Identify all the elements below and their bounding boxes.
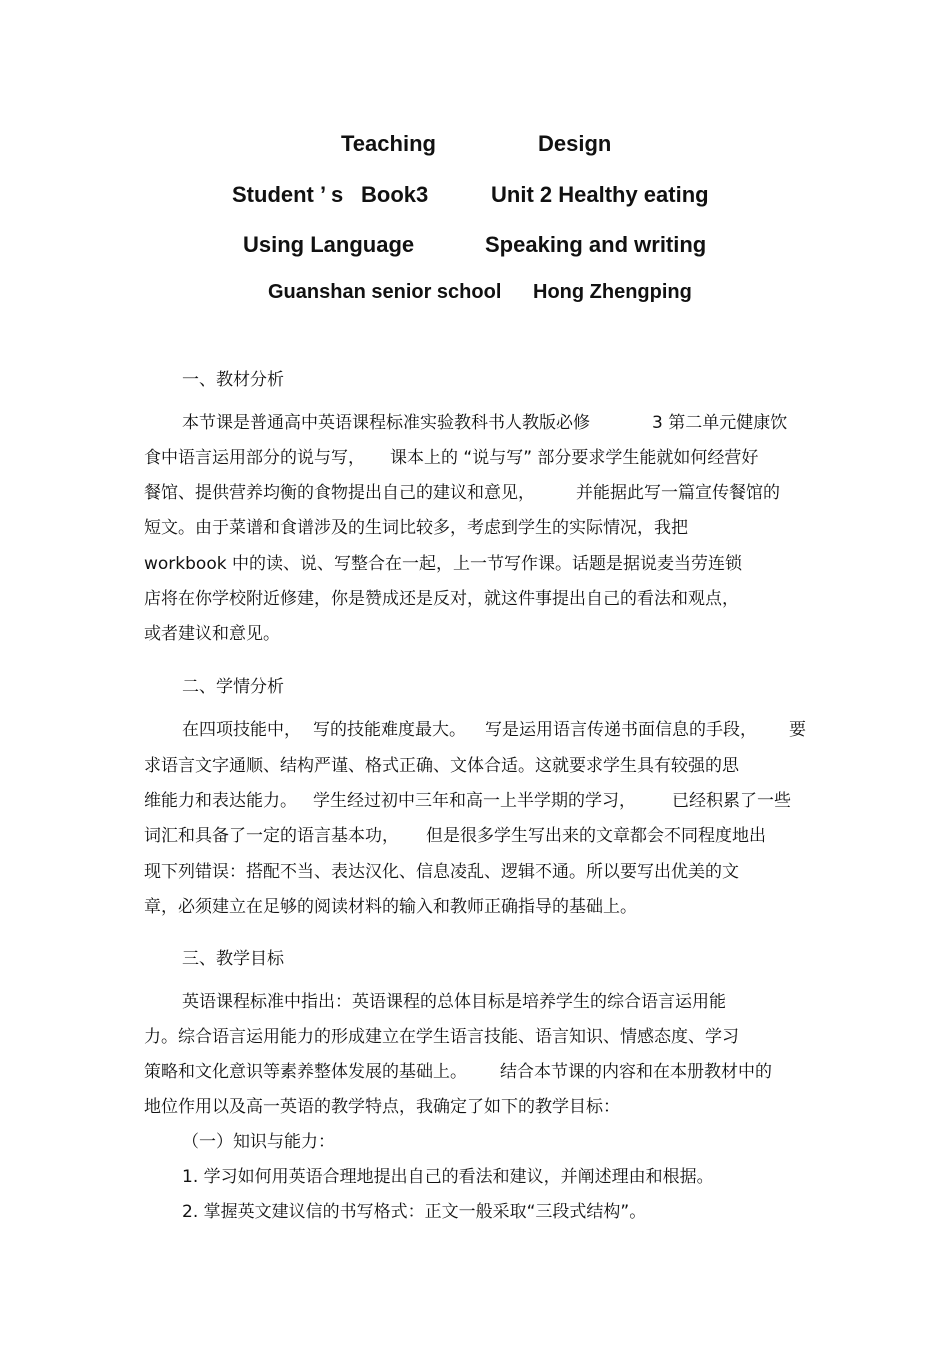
paragraph-line: 餐馆、提供营养均衡的食物提出自己的建议和意见， — [144, 483, 535, 503]
title-using-language: Using Language — [243, 232, 415, 257]
paragraph-line: 课本上的 “说与写” 部分要求学生能就如何经营好 — [390, 448, 759, 468]
paragraph-line: 结合本节课的内容和在本册教材中的 — [500, 1062, 772, 1082]
subheading-knowledge-ability: （一）知识与能力： — [182, 1132, 335, 1152]
paragraph-line: 并能据此写一篇宣传餐馆的 — [576, 483, 780, 503]
title-author: Hong Zhengping — [533, 281, 692, 303]
paragraph-line: 维能力和表达能力。 — [144, 791, 297, 811]
paragraph-line: 或者建议和意见。 — [144, 624, 280, 644]
paragraph-line: 但是很多学生写出来的文章都会不同程度地出 — [426, 826, 766, 846]
title-student: Student ’ s — [232, 182, 344, 207]
section-heading-objectives: 三、教学目标 — [182, 949, 284, 969]
paragraph-line: 短文。由于菜谱和食谱涉及的生词比较多，考虑到学生的实际情况，我把 — [144, 518, 688, 538]
paragraph-line: 学生经过初中三年和高一上半学期的学习， — [313, 791, 636, 811]
paragraph-line: 要 — [789, 720, 806, 740]
paragraph-line: 已经积累了一些 — [672, 791, 791, 811]
list-item: 1. 学习如何用英语合理地提出自己的看法和建议，并阐述理由和根据。 — [182, 1167, 714, 1187]
paragraph-line: 写是运用语言传递书面信息的手段， — [485, 720, 757, 740]
list-item: 2. 掌握英文建议信的书写格式：正文一般采取“三段式结构”。 — [182, 1202, 647, 1222]
paragraph-line: 力。综合语言运用能力的形成建立在学生语言技能、语言知识、情感态度、学习 — [144, 1027, 739, 1047]
section-heading-materials: 一、教材分析 — [182, 370, 284, 390]
paragraph-line: 本节课是普通高中英语课程标准实验教科书人教版必修 — [182, 413, 590, 433]
paragraph-line: 食中语言运用部分的说与写， — [144, 448, 365, 468]
title-book: Book3 — [361, 182, 429, 207]
title-teaching: Teaching — [341, 131, 436, 156]
section-heading-students: 二、学情分析 — [182, 677, 284, 697]
paragraph-line: 在四项技能中， — [182, 720, 301, 740]
paragraph-line: 写的技能难度最大。 — [313, 720, 466, 740]
paragraph-line: 求语言文字通顺、结构严谨、格式正确、文体合适。这就要求学生具有较强的思 — [144, 756, 739, 776]
paragraph-line: 策略和文化意识等素养整体发展的基础上。 — [144, 1062, 467, 1082]
title-speaking-writing: Speaking and writing — [485, 232, 707, 257]
title-unit: Unit 2 Healthy eating — [491, 182, 709, 207]
paragraph-line: 章，必须建立在足够的阅读材料的输入和教师正确指导的基础上。 — [144, 897, 637, 917]
paragraph-line: 店将在你学校附近修建，你是赞成还是反对，就这件事提出自己的看法和观点， — [144, 589, 739, 609]
paragraph-line: workbook 中的读、说、写整合在一起，上一节写作课。话题是据说麦当劳连锁 — [144, 554, 742, 574]
paragraph-line: 现下列错误：搭配不当、表达汉化、信息凌乱、逻辑不通。所以要写出优美的文 — [144, 862, 739, 882]
title-school: Guanshan senior school — [268, 281, 502, 303]
paragraph-line: 地位作用以及高一英语的教学特点，我确定了如下的教学目标： — [144, 1097, 620, 1117]
paragraph-line: 3 第二单元健康饮 — [652, 413, 788, 433]
paragraph-line: 英语课程标准中指出：英语课程的总体目标是培养学生的综合语言运用能 — [182, 992, 726, 1012]
title-design: Design — [538, 131, 612, 156]
paragraph-line: 词汇和具备了一定的语言基本功， — [144, 826, 399, 846]
